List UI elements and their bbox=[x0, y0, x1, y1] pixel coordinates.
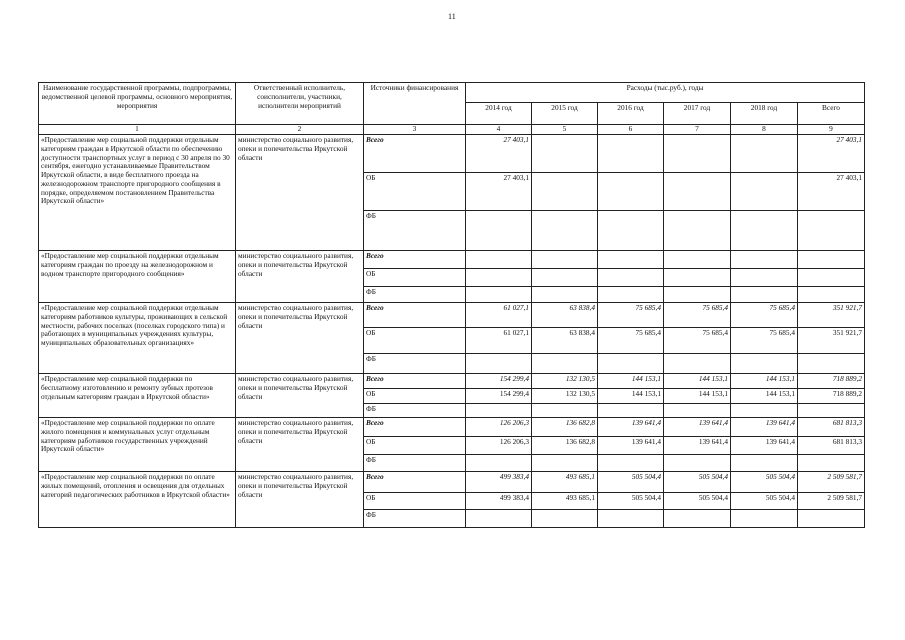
amount-cell: 505 504,4 bbox=[598, 472, 664, 493]
amount-cell bbox=[598, 287, 664, 303]
amount-cell bbox=[532, 455, 598, 472]
amount-cell bbox=[664, 510, 731, 528]
amount-cell bbox=[731, 269, 798, 287]
measure-name: «Предоставление мер социальной поддержки по бесплатному изготовлению и ремонту зубных протезов отдельным категориям граждан в Иркутской области» bbox=[39, 374, 236, 418]
amount-cell: 505 504,4 bbox=[731, 493, 798, 510]
amount-cell bbox=[664, 269, 731, 287]
amount-cell bbox=[798, 211, 865, 251]
table-row bbox=[39, 135, 865, 173]
funding-source-label: ОБ bbox=[366, 269, 376, 278]
amount-cell bbox=[598, 211, 664, 251]
column-number: 3 bbox=[364, 125, 466, 135]
amount-cell: 75 685,4 bbox=[598, 303, 664, 328]
amount-cell bbox=[466, 287, 532, 303]
amount-cell bbox=[731, 135, 798, 173]
funding-source bbox=[364, 303, 466, 328]
funding-source bbox=[364, 455, 466, 472]
responsible-executor: министерство социального развития, опеки и попечительства Иркутской области bbox=[236, 135, 364, 251]
amount-cell bbox=[466, 455, 532, 472]
funding-source bbox=[364, 437, 466, 455]
funding-source bbox=[364, 472, 466, 493]
amount-cell bbox=[532, 354, 598, 374]
amount-cell bbox=[731, 211, 798, 251]
amount-cell: 139 641,4 bbox=[731, 418, 798, 437]
funding-source bbox=[364, 251, 466, 269]
amount-cell bbox=[731, 510, 798, 528]
amount-cell: 2 509 581,7 bbox=[798, 472, 865, 493]
amount-cell bbox=[664, 251, 731, 269]
amount-cell: 139 641,4 bbox=[664, 418, 731, 437]
amount-cell: 351 921,7 bbox=[798, 328, 865, 354]
table-row bbox=[39, 251, 865, 269]
amount-cell: 139 641,4 bbox=[731, 437, 798, 455]
responsible-executor: министерство социального развития, опеки и попечительства Иркутской области bbox=[236, 418, 364, 472]
funding-source-label: Всего bbox=[366, 303, 384, 312]
amount-cell bbox=[532, 251, 598, 269]
amount-cell: 505 504,4 bbox=[664, 472, 731, 493]
amount-cell: 75 685,4 bbox=[731, 328, 798, 354]
amount-cell: 505 504,4 bbox=[731, 472, 798, 493]
header-year: 2016 год bbox=[598, 103, 664, 125]
amount-cell: 144 153,1 bbox=[598, 389, 664, 404]
funding-source bbox=[364, 374, 466, 389]
amount-cell: 63 838,4 bbox=[532, 328, 598, 354]
amount-cell bbox=[532, 287, 598, 303]
amount-cell bbox=[731, 173, 798, 211]
amount-cell: 136 682,8 bbox=[532, 437, 598, 455]
amount-cell: 27 403,1 bbox=[798, 173, 865, 211]
amount-cell bbox=[598, 510, 664, 528]
amount-cell bbox=[532, 269, 598, 287]
amount-cell: 63 838,4 bbox=[532, 303, 598, 328]
header-year: 2014 год bbox=[466, 103, 532, 125]
amount-cell: 136 682,8 bbox=[532, 418, 598, 437]
funding-source-label: ОБ bbox=[366, 437, 376, 446]
budget-table bbox=[38, 82, 865, 528]
amount-cell bbox=[731, 455, 798, 472]
funding-source bbox=[364, 328, 466, 354]
amount-cell bbox=[598, 251, 664, 269]
responsible-executor: министерство социального развития, опеки и попечительства Иркутской области bbox=[236, 303, 364, 374]
amount-cell bbox=[731, 287, 798, 303]
measure-name: «Предоставление мер социальной поддержки отдельным категориям работников культуры, проживающих в сельской местности, рабочих поселках (поселках городского типа) и работающих в муниципальных учреждениях культуры, муниципальных образовательных организациях» bbox=[39, 303, 236, 374]
header-responsible: Ответственный исполнитель, соисполнители, участники, исполнители мероприятий bbox=[236, 83, 364, 125]
header-year: 2015 год bbox=[532, 103, 598, 125]
funding-source-label: ОБ bbox=[366, 328, 376, 337]
amount-cell: 61 027,1 bbox=[466, 303, 532, 328]
funding-source-label: ОБ bbox=[366, 173, 376, 182]
header-year: 2017 год bbox=[664, 103, 731, 125]
amount-cell bbox=[598, 455, 664, 472]
amount-cell bbox=[664, 211, 731, 251]
amount-cell: 154 299,4 bbox=[466, 374, 532, 389]
funding-source-label: ФБ bbox=[366, 287, 376, 296]
amount-cell: 499 383,4 bbox=[466, 472, 532, 493]
funding-source bbox=[364, 510, 466, 528]
amount-cell bbox=[466, 510, 532, 528]
amount-cell: 144 153,1 bbox=[731, 374, 798, 389]
amount-cell: 61 027,1 bbox=[466, 328, 532, 354]
amount-cell: 132 130,5 bbox=[532, 374, 598, 389]
amount-cell: 27 403,1 bbox=[466, 135, 532, 173]
amount-cell: 681 813,3 bbox=[798, 418, 865, 437]
header-year: 2018 год bbox=[731, 103, 798, 125]
amount-cell: 505 504,4 bbox=[664, 493, 731, 510]
measure-name: «Предоставление мер социальной поддержки по оплате жилых помещений, отопления и освещения для отдельных категорий педагогических работников в Иркутской области» bbox=[39, 472, 236, 528]
column-number: 8 bbox=[731, 125, 798, 135]
amount-cell: 2 509 581,7 bbox=[798, 493, 865, 510]
amount-cell bbox=[532, 404, 598, 418]
funding-source bbox=[364, 418, 466, 437]
funding-source bbox=[364, 404, 466, 418]
amount-cell: 126 206,3 bbox=[466, 418, 532, 437]
amount-cell: 351 921,7 bbox=[798, 303, 865, 328]
amount-cell bbox=[598, 173, 664, 211]
table-body bbox=[39, 135, 865, 528]
amount-cell bbox=[798, 404, 865, 418]
measure-name: «Предоставление мер социальной поддержки отдельным категориям граждан по проезду на железнодорожном и водном транспорте пригородного сообщения» bbox=[39, 251, 236, 303]
amount-cell: 139 641,4 bbox=[598, 437, 664, 455]
column-number: 7 bbox=[664, 125, 731, 135]
funding-source bbox=[364, 354, 466, 374]
amount-cell: 718 889,2 bbox=[798, 374, 865, 389]
funding-source bbox=[364, 135, 466, 173]
amount-cell bbox=[532, 211, 598, 251]
header-name: Наименование государственной программы, подпрограммы, ведомственной целевой программы, основного мероприятия, мероприятия bbox=[39, 83, 236, 125]
amount-cell: 505 504,4 bbox=[598, 493, 664, 510]
amount-cell bbox=[532, 173, 598, 211]
funding-source bbox=[364, 287, 466, 303]
column-number: 4 bbox=[466, 125, 532, 135]
header-total: Всего bbox=[798, 103, 865, 125]
page-number: 11 bbox=[448, 12, 456, 21]
amount-cell: 144 153,1 bbox=[664, 389, 731, 404]
amount-cell: 27 403,1 bbox=[466, 173, 532, 211]
amount-cell: 681 813,3 bbox=[798, 437, 865, 455]
funding-source bbox=[364, 389, 466, 404]
amount-cell bbox=[798, 354, 865, 374]
amount-cell bbox=[466, 211, 532, 251]
amount-cell: 75 685,4 bbox=[664, 328, 731, 354]
amount-cell: 499 383,4 bbox=[466, 493, 532, 510]
amount-cell bbox=[664, 354, 731, 374]
table-row bbox=[39, 374, 865, 389]
measure-name: «Предоставление мер социальной поддержки отдельным категориям граждан в Иркутской области по обеспечению доступности транспортных услуг в период с 30 апреля по 30 сентября, ежегодно устанавливаемые Правительством Иркутской области, в виде бесплатного проезда на железнодорожном транспорте пригородного сообщения в порядке, определяемом постановлением Правительства Иркутской области» bbox=[39, 135, 236, 251]
amount-cell: 132 130,5 bbox=[532, 389, 598, 404]
measure-name: «Предоставление мер социальной поддержки по оплате жилого помещения и коммунальных услуг отдельным категориям работников государственных учреждений Иркутской области» bbox=[39, 418, 236, 472]
funding-source-label: ФБ bbox=[366, 211, 376, 220]
amount-cell bbox=[532, 135, 598, 173]
amount-cell bbox=[664, 455, 731, 472]
amount-cell: 139 641,4 bbox=[664, 437, 731, 455]
amount-cell: 144 153,1 bbox=[664, 374, 731, 389]
amount-cell bbox=[664, 173, 731, 211]
funding-source bbox=[364, 493, 466, 510]
amount-cell bbox=[598, 354, 664, 374]
amount-cell bbox=[731, 404, 798, 418]
funding-source bbox=[364, 173, 466, 211]
funding-source bbox=[364, 269, 466, 287]
amount-cell: 75 685,4 bbox=[664, 303, 731, 328]
amount-cell bbox=[664, 404, 731, 418]
amount-cell bbox=[798, 287, 865, 303]
amount-cell: 718 889,2 bbox=[798, 389, 865, 404]
table-row bbox=[39, 472, 865, 493]
amount-cell: 75 685,4 bbox=[598, 328, 664, 354]
funding-source-label: Всего bbox=[366, 374, 384, 383]
funding-source-label: ФБ bbox=[366, 510, 376, 519]
amount-cell: 154 299,4 bbox=[466, 389, 532, 404]
amount-cell bbox=[598, 135, 664, 173]
funding-source-label: ФБ bbox=[366, 354, 376, 363]
amount-cell bbox=[798, 510, 865, 528]
responsible-executor: министерство социального развития, опеки и попечительства Иркутской области bbox=[236, 251, 364, 303]
amount-cell: 139 641,4 bbox=[598, 418, 664, 437]
amount-cell: 493 685,1 bbox=[532, 493, 598, 510]
funding-source-label: Всего bbox=[366, 472, 384, 481]
table-row bbox=[39, 418, 865, 437]
responsible-executor: министерство социального развития, опеки и попечительства Иркутской области bbox=[236, 472, 364, 528]
funding-source-label: Всего bbox=[366, 418, 384, 427]
amount-cell bbox=[798, 269, 865, 287]
column-number: 2 bbox=[236, 125, 364, 135]
funding-source bbox=[364, 211, 466, 251]
header-expenses: Расходы (тыс.руб.), годы bbox=[466, 83, 865, 103]
amount-cell bbox=[731, 251, 798, 269]
amount-cell bbox=[466, 269, 532, 287]
responsible-executor: министерство социального развития, опеки и попечительства Иркутской области bbox=[236, 374, 364, 418]
amount-cell bbox=[466, 251, 532, 269]
funding-source-label: ОБ bbox=[366, 389, 376, 398]
funding-source-label: Всего bbox=[366, 135, 384, 144]
amount-cell bbox=[598, 269, 664, 287]
funding-source-label: ФБ bbox=[366, 455, 376, 464]
amount-cell bbox=[466, 404, 532, 418]
amount-cell bbox=[664, 135, 731, 173]
amount-cell bbox=[598, 404, 664, 418]
amount-cell bbox=[466, 354, 532, 374]
column-number: 1 bbox=[39, 125, 236, 135]
amount-cell bbox=[664, 287, 731, 303]
funding-source-label: ФБ bbox=[366, 404, 376, 413]
header-sources: Источники финансирования bbox=[364, 83, 466, 125]
amount-cell bbox=[798, 251, 865, 269]
amount-cell: 126 206,3 bbox=[466, 437, 532, 455]
amount-cell bbox=[798, 455, 865, 472]
column-number: 9 bbox=[798, 125, 865, 135]
amount-cell: 144 153,1 bbox=[598, 374, 664, 389]
column-number: 6 bbox=[598, 125, 664, 135]
table-row bbox=[39, 303, 865, 328]
amount-cell: 493 685,1 bbox=[532, 472, 598, 493]
amount-cell: 144 153,1 bbox=[731, 389, 798, 404]
amount-cell bbox=[731, 354, 798, 374]
amount-cell: 75 685,4 bbox=[731, 303, 798, 328]
funding-source-label: Всего bbox=[366, 251, 384, 260]
amount-cell bbox=[532, 510, 598, 528]
amount-cell: 27 403,1 bbox=[798, 135, 865, 173]
column-number: 5 bbox=[532, 125, 598, 135]
funding-source-label: ОБ bbox=[366, 493, 376, 502]
